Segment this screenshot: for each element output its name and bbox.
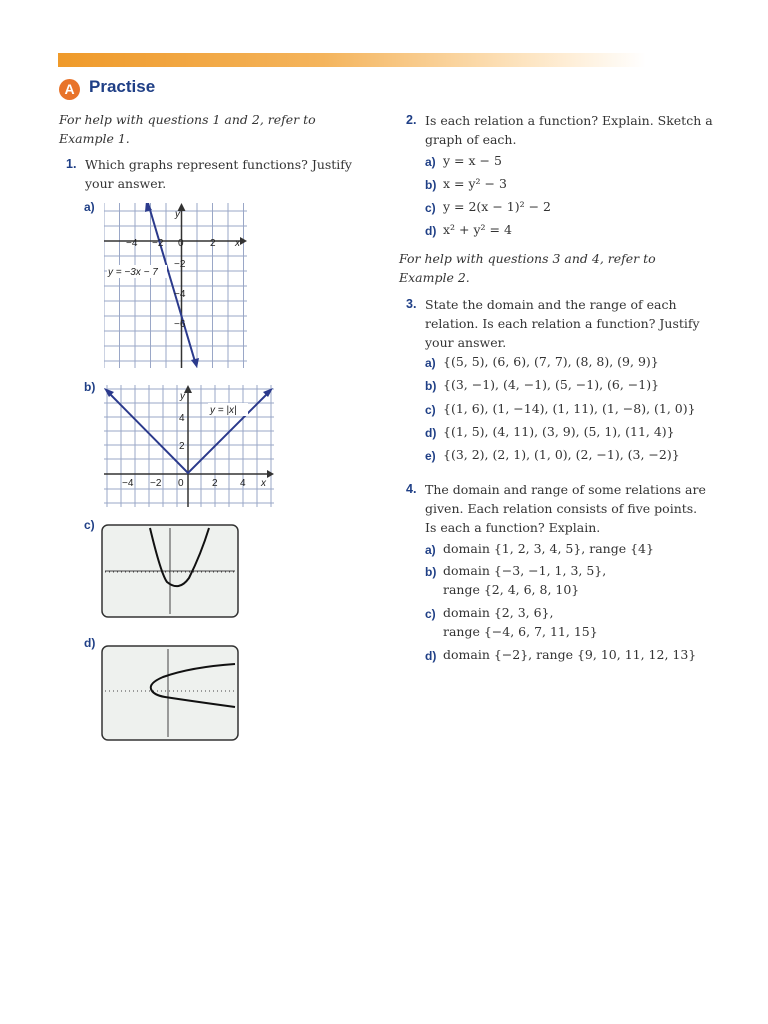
q4-part-b-line2: range {2, 4, 6, 8, 10} (443, 582, 580, 597)
q3-part-b-text: {(3, −1), (4, −1), (5, −1), (6, −1)} (443, 377, 660, 392)
section-title: Practise (89, 77, 156, 96)
q4-number: 4. (406, 482, 417, 496)
graph-b-equation: y = |x| (210, 405, 237, 416)
graph-a-tick-y-neg4: −4 (174, 289, 186, 300)
q3-part-e-text: {(3, 2), (2, 1), (1, 0), (2, −1), (3, −2)} (443, 447, 680, 462)
graph-b-tick-x-2: 2 (212, 478, 218, 489)
graph-b-tick-x-0: 0 (178, 478, 184, 489)
graph-c (101, 524, 239, 618)
q4-part-b-line1: domain {−3, −1, 1, 3, 5}, (443, 563, 607, 578)
q4-part-b-label: b) (425, 565, 437, 579)
graph-b-x-label: x (261, 478, 266, 489)
graph-b-label: b) (84, 380, 96, 394)
q2-part-c-label: c) (425, 201, 436, 215)
graph-a-label: a) (84, 200, 95, 214)
graph-d-label: d) (84, 636, 96, 650)
q2-part-b-label: b) (425, 178, 437, 192)
q4-part-c-label: c) (425, 607, 436, 621)
graph-a-tick-y-neg2: −2 (174, 259, 186, 270)
graph-a (104, 203, 247, 368)
q3-part-e-label: e) (425, 449, 436, 463)
graph-b-tick-x-4: 4 (240, 478, 246, 489)
graph-a-y-label: y (175, 209, 180, 220)
intro-q3-q4: For help with questions 3 and 4, refer to Example 2. (399, 251, 656, 285)
graph-b-tick-y-2: 2 (179, 441, 185, 452)
q4-text: The domain and range of some relations are given. Each relation consists of five points. Is each a function? Explain. (425, 482, 706, 535)
graph-a-line (148, 203, 196, 365)
graph-d (101, 645, 239, 741)
graph-b (104, 385, 274, 507)
q1-number: 1. (66, 157, 77, 171)
q2-part-a-text: y = x − 5 (443, 153, 502, 168)
q4-part-d-label: d) (425, 649, 437, 663)
q2-part-a-label: a) (425, 155, 436, 169)
graph-a-grid (104, 203, 247, 368)
q4-part-d-text: domain {−2}, range {9, 10, 11, 12, 13} (443, 647, 697, 662)
q2-part-d-label: d) (425, 224, 437, 238)
graph-c-label: c) (84, 518, 95, 532)
graph-a-equation: y = −3x − 7 (108, 267, 158, 278)
graph-b-y-label: y (180, 391, 185, 402)
intro-q1-q2: For help with questions 1 and 2, refer to Example 1. (59, 112, 316, 146)
q3-part-d-text: {(1, 5), (4, 11), (3, 9), (5, 1), (11, 4)} (443, 424, 675, 439)
q4-part-c-line1: domain {2, 3, 6}, (443, 605, 554, 620)
q3-part-a-label: a) (425, 356, 436, 370)
q4-part-a-text: domain {1, 2, 3, 4, 5}, range {4} (443, 541, 654, 556)
q2-part-b-text: x = y² − 3 (443, 176, 507, 191)
q4-part-c-line2: range {−4, 6, 7, 11, 15} (443, 624, 598, 639)
q3-part-b-label: b) (425, 379, 437, 393)
q3-part-d-label: d) (425, 426, 437, 440)
q3-part-c-text: {(1, 6), (1, −14), (1, 11), (1, −8), (1, 0)} (443, 401, 696, 416)
graph-d-screen (102, 646, 238, 740)
q1-text: Which graphs represent functions? Justify your answer. (85, 157, 352, 191)
q2-part-d-text: x² + y² = 4 (443, 222, 512, 237)
graph-a-tick-y-neg6: −6 (174, 319, 186, 330)
section-header-bar (58, 53, 646, 67)
q4-part-a-label: a) (425, 543, 436, 557)
graph-a-tick-x-neg4: −4 (126, 238, 138, 249)
section-badge: A (59, 79, 80, 100)
graph-a-tick-x-0: 0 (178, 238, 184, 249)
q2-number: 2. (406, 113, 417, 127)
q3-part-a-text: {(5, 5), (6, 6), (7, 7), (8, 8), (9, 9)} (443, 354, 659, 369)
q3-number: 3. (406, 297, 417, 311)
graph-a-tick-x-2: 2 (210, 238, 216, 249)
graph-a-x-label: x (235, 238, 240, 249)
q3-text: State the domain and the range of each relation. Is each relation a function? Justify your answer. (425, 297, 700, 350)
q3-part-c-label: c) (425, 403, 436, 417)
q2-part-c-text: y = 2(x − 1)² − 2 (443, 199, 551, 214)
graph-b-tick-x-neg4: −4 (122, 478, 134, 489)
q2-text: Is each relation a function? Explain. Sketch a graph of each. (425, 113, 713, 147)
graph-b-tick-y-4: 4 (179, 413, 185, 424)
graph-a-line-arrow-bottom (191, 358, 199, 368)
graph-a-tick-x-neg2: −2 (152, 238, 164, 249)
graph-b-tick-x-neg2: −2 (150, 478, 162, 489)
